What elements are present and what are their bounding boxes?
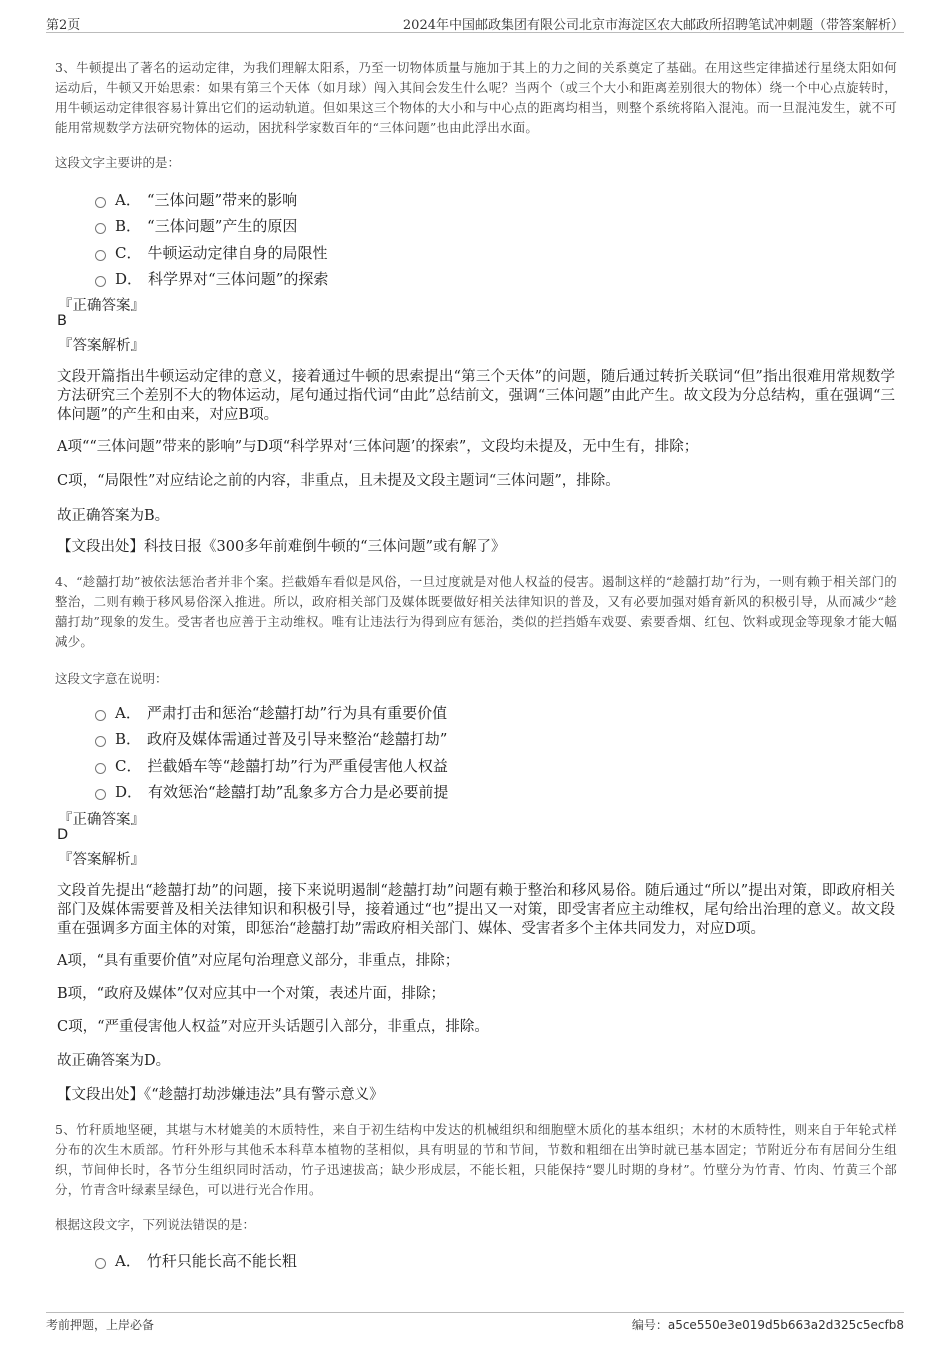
question-3-analysis-paragraph: C项，“局限性”对应结论之前的内容，非重点，且未提及文段主题词“三体问题”，排除。 [57, 473, 620, 489]
page-header [46, 12, 904, 33]
question-4-option-b[interactable]: B． 政府及媒体需通过普及引导来整治“趁囍打劫” [95, 726, 448, 753]
question-5-passage: 5、竹秆质地坚硬，其堪与木材媲美的木质特性，来自于初生结构中发达的机械组织和细胞壁木质化的基本组织；木材的木质特性，则来自于年轮式样分布的次生木质部。竹秆外形与其他禾本科草本植物的茎相似，具有明显的节和节间，节数和粗细在出笋时就已基本固定；节附近分布有居间分生组织，节间伸长时，各节分生组织同时活动，竹子迅速拔高；缺少形成层，不能长粗，只能保持“婴儿时期的身材”。竹壁分为竹青、竹肉、竹黄三个部分，竹青含叶绿素呈绿色，可以进行光合作用。 [55, 1122, 897, 1197]
question-4-option-a[interactable]: A． 严肃打击和惩治“趁囍打劫”行为具有重要价值 [95, 699, 448, 726]
question-3-passage: 3、牛顿提出了著名的运动定律，为我们理解太阳系，乃至一切物体质量与施加于其上的力之间的关系奠定了基础。在用这些定律描述行星绕太阳如何运动后，牛顿又开始思索：如果有第三个天体（如月球）闯入其间会发生什么呢？当两个（或三个大小和距离差别很大的物体）绕一个中心点旋转时，用牛顿运动定律很容易计算出它们的运动轨道。但如果这三个物体的大小和与中心点的距离均相当，则整个系统将陷入混沌。而一旦混沌发生，就不可能用常规数学方法研究物体的运动，困扰科学家数百年的“三体问题”也由此浮出水面。 [55, 60, 897, 135]
question-4-source: 【文段出处】《“趁囍打劫涉嫌违法”具有警示意义》 [57, 1087, 384, 1103]
question-3-analysis-paragraph: A项““三体问题”带来的影响”与D项“科学界对‘三体问题’的探索”，文段均未提及，无中生有，排除； [57, 439, 699, 455]
question-4-option-d[interactable]: D． 有效惩治“趁囍打劫”乱象多方合力是必要前提 [95, 779, 448, 806]
question-3-option-a[interactable]: A． “三体问题”带来的影响 [95, 186, 328, 213]
page-footer [46, 1312, 904, 1332]
question-4-analysis-paragraph: B项，“政府及媒体”仅对应其中一个对策，表述片面，排除； [57, 986, 445, 1002]
radio-icon[interactable] [95, 710, 106, 721]
question-4-stem: 这段文字意在说明： [55, 671, 168, 686]
question-3-options [95, 186, 328, 292]
radio-icon[interactable] [95, 763, 106, 774]
radio-icon[interactable] [95, 1258, 106, 1269]
question-4-options [95, 699, 448, 805]
question-4-option-c[interactable]: C． 拦截婚车等“趁囍打劫”行为严重侵害他人权益 [95, 752, 448, 779]
radio-icon[interactable] [95, 197, 106, 208]
document-title: 2024年中国邮政集团有限公司北京市海淀区农大邮政所招聘笔试冲刺题（带答案解析） [402, 18, 904, 33]
page-number: 第2页 [46, 18, 81, 33]
question-4-analysis-paragraph: A项，“具有重要价值”对应尾句治理意义部分，非重点，排除； [57, 953, 460, 969]
question-3-answer-label: 『正确答案』 [58, 298, 145, 314]
question-3-answer: B [57, 313, 67, 329]
radio-icon[interactable] [95, 736, 106, 747]
question-5-option-a[interactable]: A． 竹秆只能长高不能长粗 [95, 1247, 297, 1274]
radio-icon[interactable] [95, 789, 106, 800]
document-id-label: 编号： [631, 1318, 668, 1332]
question-4-analysis-paragraph: C项，“严重侵害他人权益”对应开头话题引入部分，非重点，排除。 [57, 1019, 489, 1035]
question-3-option-d[interactable]: D． 科学界对“三体问题”的探索 [95, 266, 328, 293]
radio-icon[interactable] [95, 223, 106, 234]
question-3-analysis-conclusion: 故正确答案为B。 [57, 508, 170, 524]
document-id-value: a5ce550e3e019d5b663a2d325c5ecfb8 [667, 1318, 904, 1332]
question-5-options [95, 1247, 297, 1274]
question-3-stem: 这段文字主要讲的是： [55, 155, 181, 170]
question-4-analysis-paragraph: 文段首先提出“趁囍打劫”的问题，接下来说明遏制“趁囍打劫”问题有赖于整治和移风易俗。随后通过“所以”提出对策，即政府相关部门及媒体需要普及相关法律知识和积极引导，接着通过“也”提出又一对策，即受害者应主动维权，尾句给出治理的意义。故文段重在强调多方面主体的对策，即惩治“趁囍打劫”需政府相关部门、媒体、受害者多个主体共同发力，对应D项。 [57, 883, 895, 937]
document-id [632, 1316, 904, 1333]
question-4-passage: 4、“趁囍打劫”被依法惩治者并非个案。拦截婚车看似是风俗，一旦过度就是对他人权益的侵害。遏制这样的“趁囍打劫”行为，一则有赖于相关部门的整治，二则有赖于移风易俗深入推进。所以，政府相关部门及媒体既要做好相关法律知识的普及，又有必要加强对婚育新风的积极引导，从而减少“趁囍打劫”现象的发生。受害者也应善于主动维权。唯有让违法行为得到应有惩治，类似的拦挡婚车戏耍、索要香烟、红包、饮料或现金等现象才能大幅减少。 [55, 574, 897, 649]
question-3-source: 【文段出处】科技日报《300多年前难倒牛顿的“三体问题”或有解了》 [57, 539, 506, 555]
question-5-stem: 根据这段文字，下列说法错误的是： [55, 1217, 256, 1232]
question-4-analysis-conclusion: 故正确答案为D。 [57, 1053, 171, 1069]
radio-icon[interactable] [95, 276, 106, 287]
question-3-option-c[interactable]: C． 牛顿运动定律自身的局限性 [95, 239, 328, 266]
question-3-analysis-paragraph: 文段开篇指出牛顿运动定律的意义，接着通过牛顿的思索提出“第三个天体”的问题，随后通过转折关联词“但”指出很难用常规数学方法研究三个差别不大的物体运动，尾句通过指代词“由此”总结前文，强调“三体问题”由此产生。故文段为分总结构，重在强调“三体问题”的产生和由来，对应B项。 [57, 369, 895, 423]
radio-icon[interactable] [95, 250, 106, 261]
question-4-answer-label: 『正确答案』 [58, 812, 145, 828]
question-3-option-b[interactable]: B． “三体问题”产生的原因 [95, 213, 328, 240]
footer-slogan: 考前押题，上岸必备 [46, 1318, 155, 1332]
question-4-answer: D [57, 827, 69, 843]
question-4-analysis-label: 『答案解析』 [58, 852, 145, 868]
question-3-analysis-label: 『答案解析』 [58, 338, 145, 354]
